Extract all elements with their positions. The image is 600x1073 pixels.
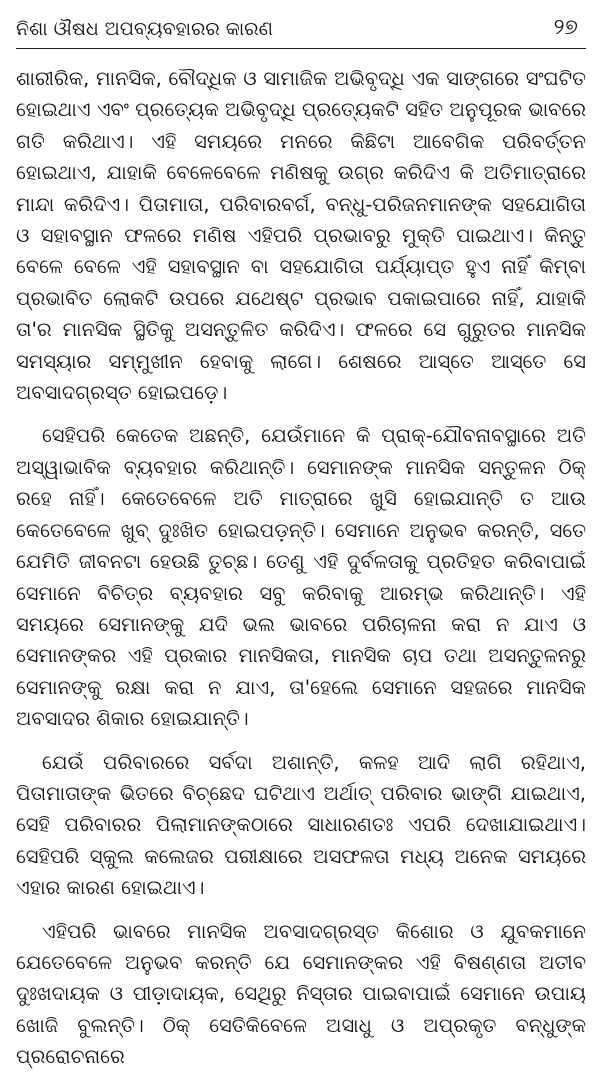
paragraph-4: ଏହିପରି ଭାବରେ ମାନସିକ ଅବସାଦଗ୍ରସ୍ତ କିଶୋର ଓ ଯୁବକମାନେ ଯେତେବେଳେ ଅନୁଭବ କରନ୍ତି ଯେ ସେମାନଙ୍କର ଏହି ବିଷଣ୍ଣତା ଅତୀବ ଦୁଃଖଦାୟକ ଓ ପୀଡ଼ାଦାୟକ, ସେଥିରୁ ନିସ୍ତାର ପାଇବାପାଇଁ ସେମାନେ ଉପାୟ ଖୋଜି ବୁଲନ୍ତି। ଠିକ୍ ସେତିକିବେଳେ ଅସାଧୁ ଓ ଅପ୍ରକୃତ ବନ୍ଧୁଙ୍କ ପ୍ରରୋଚନାରେ — [16, 919, 586, 1069]
running-title: ନିଶା ଔଷଧ ଅପବ୍ୟବହାରର କାରଣ — [16, 18, 273, 40]
paragraph-1: ଶାରୀରିକ, ମାନସିକ, ବୌଦ୍ଧିକ ଓ ସାମାଜିକ ଅଭିବୃଦ୍ଧି ଏକ ସାଙ୍ଗରେ ସଂଘଟିତ ହୋଇଥାଏ ଏବଂ ପ୍ରତ୍ୟେକ ଅଭିବୃଦ୍ଧି ପ୍ରତ୍ୟେକଟି ସହିତ ଅନୁପୂରକ ଭାବରେ ଗତି କରିଥାଏ। ଏହି ସମୟରେ ମନରେ କିଛିଟା ଆବେଗିକ ପରିବର୍ତ୍ତନ ହୋଇଥାଏ, ଯାହାକି ବେଳେବେଳେ ମଣିଷକୁ ଉଗ୍ର କରିଦିଏ କି ଅତିମାତ୍ରାରେ ମାନ୍ଦା କରିଦିଏ। ପିତାମାତା, ପରିବାରବର୍ଗ, ବନ୍ଧୁ-ପରିଜନମାନଙ୍କ ସହଯୋଗିତା ଓ ସହାବସ୍ଥାନ ଫଳରେ ମଣିଷ ଏହିପରି ପ୍ରଭାବରୁ ମୁକ୍ତି ପାଇଥାଏ। କିନ୍ତୁ ବେଳେ ବେଳେ ଏହି ସହାବସ୍ଥାନ ବା ସହଯୋଗିତା ପର୍ଯ୍ୟାପ୍ତ ହୁଏ ନାହିଁ କିମ୍ବା ପ୍ରଭାବିତ ଲୋକଟି ଉପରେ ଯଥେଷ୍ଟ ପ୍ରଭାବ ପକାଇପାରେ ନାହିଁ, ଯାହାକି ତା'ର ମାନସିକ ସ୍ଥିତିକୁ ଅସନ୍ତୁଳିତ କରିଦିଏ। ଫଳରେ ସେ ଗୁରୁତର ମାନସିକ ସମସ୍ୟାର ସମ୍ମୁଖୀନ ହେବାକୁ ଲାଗେ। ଶେଷରେ ଆସ୍ତେ ଆସ୍ତେ ସେ ଅବସାଦଗ୍ରସ୍ତ ହୋଇପଡ଼େ। — [16, 67, 586, 405]
body-text — [16, 63, 586, 1073]
paragraph-2: ସେହିପରି କେତେକ ଅଛନ୍ତି, ଯେଉଁମାନେ କି ପ୍ରାକ୍-ଯୌବନାବସ୍ଥାରେ ଅତି ଅସ୍ୱାଭାବିକ ବ୍ୟବହାର କରିଥାନ୍ତି। ସେମାନଙ୍କ ମାନସିକ ସନ୍ତୁଳନ ଠିକ୍ ରହେ ନାହିଁ। କେତେବେଳେ ଅତି ମାତ୍ରାରେ ଖୁସି ହୋଇଯାନ୍ତି ତ ଆଉ କେତେବେଳେ ଖୁବ୍ ଦୁଃଖିତ ହୋଇପଡ଼ନ୍ତି। ସେମାନେ ଅନୁଭବ କରନ୍ତି, ସତେ ଯେମିତି ଜୀବନଟା ହେଉଛି ତୁଚ୍ଛ। ତେଣୁ ଏହି ଦୁର୍ବଳତାକୁ ପ୍ରତିହତ କରିବାପାଇଁ ସେମାନେ ବିଚିତ୍ର ବ୍ୟବହାର ସବୁ କରିବାକୁ ଆରମ୍ଭ କରିଥାନ୍ତି। ଏହି ସମୟରେ ସେମାନଙ୍କୁ ଯଦି ଭଲ ଭାବରେ ପରିଚାଳନା କରା ନ ଯାଏ ଓ ସେମାନଙ୍କର ଏହି ପ୍ରକାର ମାନସିକତା, ମାନସିକ ଚାପ ତଥା ଅସନ୍ତୁଳନରୁ ସେମାନଙ୍କୁ ରକ୍ଷା କରା ନ ଯାଏ, ତା'ହେଲେ ସେମାନେ ସହଜରେ ମାନସିକ ଅବସାଦର ଶିକାର ହୋଇଯାନ୍ତି। — [16, 424, 586, 731]
page-number: ୨୭ — [553, 15, 578, 40]
page-header — [16, 14, 586, 49]
paragraph-3: ଯେଉଁ ପରିବାରରେ ସର୍ବଦା ଅଶାନ୍ତି, କଳହ ଆଦି ଲାଗି ରହିଥାଏ, ପିତାମାତାଙ୍କ ଭିତରେ ବିଚ୍ଛେଦ ଘଟିଥାଏ ଅର୍ଥାତ୍ ପରିବାର ଭାଙ୍ଗି ଯାଇଥାଏ, ସେହି ପରିବାରର ପିଲାମାନଙ୍କଠାରେ ସାଧାରଣତଃ ଏପରି ଦେଖାଯାଇଥାଏ। ସେହିପରି ସ୍କୁଲ କଲେଜର ପରୀକ୍ଷାରେ ଅସଫଳତା ମଧ୍ୟ ଅନେକ ସମୟରେ ଏହାର କାରଣ ହୋଇଥାଏ। — [16, 750, 586, 900]
